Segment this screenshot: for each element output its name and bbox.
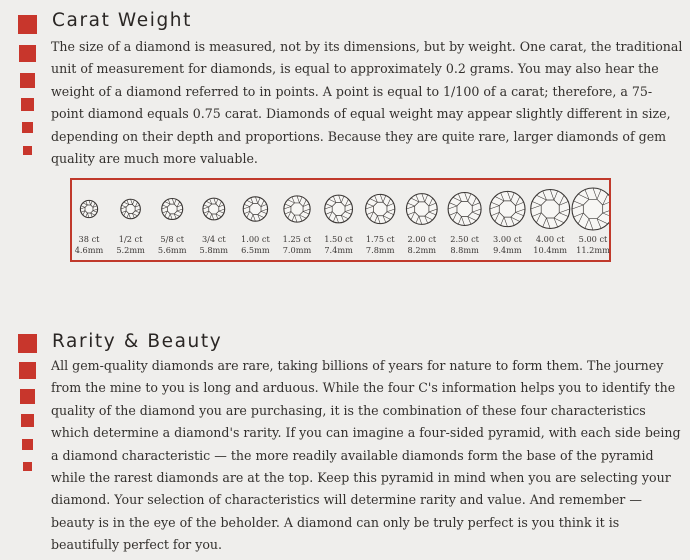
diamond-carat-label: 3.00 ct [493, 234, 522, 244]
diamond-label [232, 234, 278, 256]
red-square-bullet-icon [22, 439, 33, 450]
red-square-bullet-icon [21, 414, 34, 427]
diamond-carat-label: 5/8 ct [160, 234, 185, 244]
diamond-size-label: 5.8mm [199, 245, 229, 255]
diamond-label [108, 234, 154, 256]
diamond-size-label: 9.4mm [493, 245, 522, 255]
diamond-carat-label: 2.50 ct [450, 234, 479, 244]
round-brilliant-diamond-icon [203, 198, 225, 220]
round-brilliant-diamond-icon [80, 200, 97, 217]
diamond-size-label: 5.2mm [116, 245, 145, 255]
diamond-carat-label: 2.00 ct [407, 234, 437, 244]
round-brilliant-diamond-icon [284, 196, 310, 222]
red-square-bullet-icon [20, 389, 35, 404]
diamond-size-label: 6.5mm [241, 245, 270, 255]
red-square-bullet-icon [18, 334, 37, 353]
diamond-carat-label: 38 ct [78, 234, 100, 244]
red-square-bullet-icon [22, 122, 33, 133]
red-square-bullet-icon [18, 15, 37, 34]
diamond-size-label: 7.4mm [324, 245, 353, 255]
diamond-size-label: 8.8mm [450, 245, 479, 255]
red-square-bullet-icon [20, 73, 35, 88]
round-brilliant-diamond-icon [448, 193, 481, 226]
carat-weight-paragraph: The size of a diamond is measured, not by its dimensions, but by weight. One carat, the traditional unit of measurement for diamonds, is equal to approximately 0.2 grams. You may also hear the weight of a diamond referred to in points. A point is equal to 1/100 of a carat; therefore, a 75-point diamond equals 0.75 carat. Diamonds of equal weight may appear slightly different in size, depending on their depth and proportions. Because they are quite rare, larger diamonds of gem quality are much more valuable. [51, 39, 683, 167]
diamond-carat-label: 1.00 ct [241, 234, 270, 244]
diamond-size-label: 5.6mm [157, 245, 187, 255]
round-brilliant-diamond-icon [121, 199, 141, 219]
diamond-label [442, 234, 488, 256]
round-brilliant-diamond-icon [366, 194, 395, 223]
diamond-label [149, 234, 195, 256]
red-square-bullet-icon [19, 362, 36, 379]
diamond-size-chart [70, 178, 611, 262]
diamond-size-label: 10.4mm [533, 245, 568, 255]
section-title-carat-weight: Carat Weight [52, 10, 192, 31]
diamond-size-label: 11.2mm [576, 245, 610, 255]
diamond-size-label: 7.8mm [365, 245, 395, 255]
diamond-label [399, 234, 445, 256]
diamond-label [570, 234, 616, 256]
red-square-bullet-icon [19, 45, 36, 62]
diamond-size-label: 8.2mm [407, 245, 437, 255]
diamond-carat-label: 1.50 ct [324, 234, 353, 244]
round-brilliant-diamond-icon [531, 190, 570, 229]
diamond-carat-label: 1.75 ct [365, 234, 395, 244]
diamond-carat-label: 1.25 ct [282, 234, 312, 244]
diamond-label [191, 234, 237, 256]
diamond-label [66, 234, 112, 256]
round-brilliant-diamond-icon [243, 197, 267, 221]
rarity-beauty-paragraph: All gem-quality diamonds are rare, taking billions of years for nature to form them. The journey from the mine to you is long and arduous. While the four C's information helps you to identify the quality of the diamond you are purchasing, it is the combination of these four characteristics which determine a diamond's rarity. If you can imagine a four-sided pyramid, with each side being a diamond characteristic — the more readily available diamonds form the base of the pyramid while the rarest diamonds are at the top. Keep this pyramid in mind when you are selecting your diamond. Your selection of characteristics will determine rarity and value. And remember — beauty is in the eye of the beholder. A diamond can only be truly perfect is you think it is beautifully perfect for you. [51, 358, 681, 553]
diamond-carat-label: 5.00 ct [578, 234, 608, 244]
diamond-label [527, 234, 573, 256]
round-brilliant-diamond-icon [490, 191, 525, 226]
diamond-carat-label: 1/2 ct [118, 234, 143, 244]
round-brilliant-diamond-icon [162, 199, 183, 220]
round-brilliant-diamond-icon [325, 195, 353, 223]
red-square-bullet-icon [21, 98, 34, 111]
red-square-bullet-icon [23, 146, 32, 155]
diamond-carat-label: 4.00 ct [535, 234, 565, 244]
section-title-rarity-beauty: Rarity & Beauty [52, 331, 223, 352]
diamond-label [316, 234, 362, 256]
diamond-label [274, 234, 320, 256]
diamond-label [357, 234, 403, 256]
diamond-size-label: 4.6mm [74, 245, 104, 255]
round-brilliant-diamond-icon [406, 194, 437, 225]
diamond-label [484, 234, 530, 256]
round-brilliant-diamond-icon [572, 188, 609, 230]
diamond-carat-label: 3/4 ct [201, 234, 226, 244]
red-square-bullet-icon [23, 462, 32, 471]
diamond-size-label: 7.0mm [282, 245, 312, 255]
